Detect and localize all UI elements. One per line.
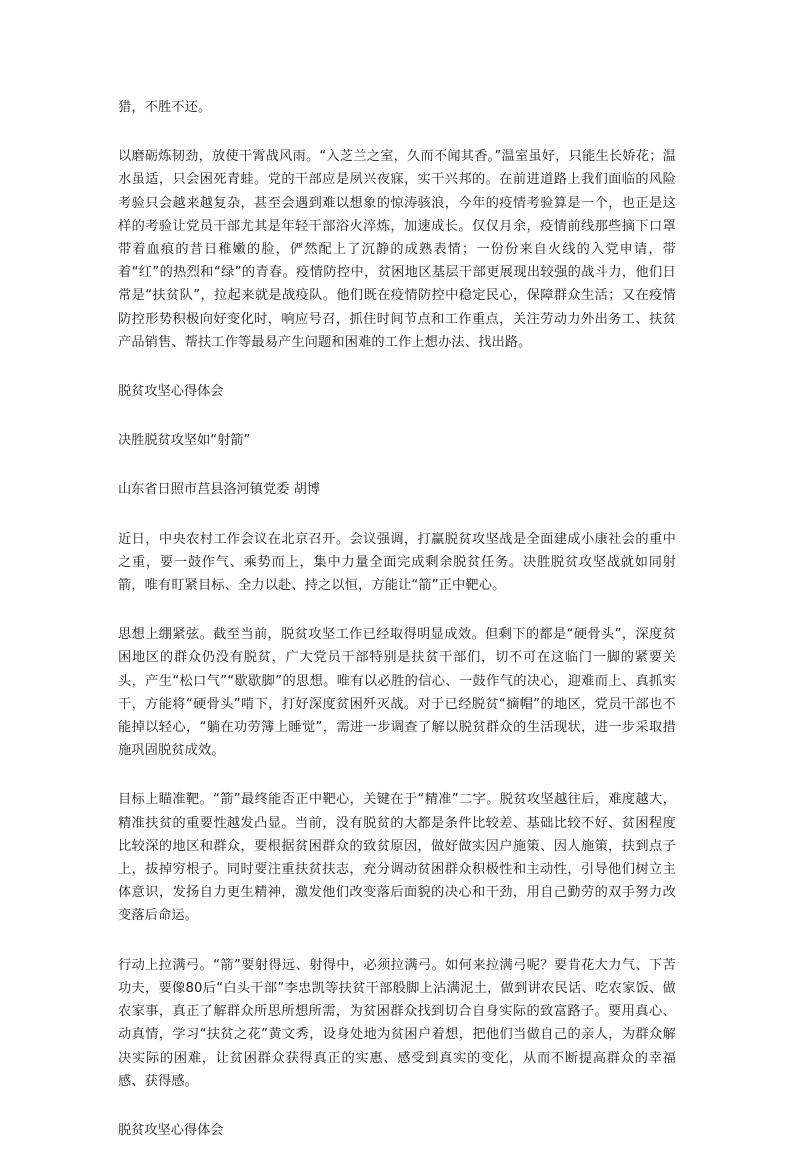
paragraph-target: 目标上瞄准靶。“箭”最终能否正中靶心，关键在于“精准”二字。脱贫攻坚越往后，难度越大，精准扶贫的重要性越发凸显。当前，没有脱贫的大都是条件比较差、基础比较不好、贫困程度比较深的地区和群众，要根据贫困群众的致贫原因，做好做实因户施策、因人施策，扶到点子上，拔掉穷根子。同时要注重扶贫扶志，充分调动贫困群众积极性和主动性，引导他们树立主体意识，发扬自力更生精神，激发他们改变落后面貌的决心和干劲，用自己勤劳的双手努力改变落后命运。 [118,792,676,924]
section-title: 脱贫攻坚心得体会 [118,384,224,400]
paragraph-action: 行动上拉满弓。“箭”要射得远、射得中，必须拉满弓。如何来拉满弓呢？要肯花大力气、下苦功夫，要像80后“白头干部”李忠凯等扶贫干部般脚上沾满泥土，做到讲农民话、吃农家饭、做农家事，真正了解群众所思所想所需，为贫困群众找到切合自身实际的致富路子。要用真心、动真情，学习“扶贫之花”黄文秀，设身处地为贫困户着想，把他们当做自己的亲人，为群众解决实际的困难，让贫困群众获得真正的实惠、感受到真实的变化，从而不断提高群众的幸福感、获得感。 [118,957,676,1089]
paragraph-intro: 近日，中央农村工作会议在北京召开。会议强调，打赢脱贫攻坚战是全面建成小康社会的重中之重，要一鼓作气、乘势而上，集中力量全面完成剩余脱贫任务。决胜脱贫攻坚战就如同射箭，唯有盯紧目标、全力以赴、持之以恒，方能让“箭”正中靶心。 [118,531,676,594]
paragraph-thought: 思想上绷紧弦。截至当前，脱贫攻坚工作已经取得明显成效。但剩下的都是“硬骨头”，深度贫困地区的群众仍没有脱贫，广大党员干部特别是扶贫干部们，切不可在这临门一脚的紧要关头，产生“松口气”“歇歇脚”的思想。唯有以必胜的信心、一鼓作气的决心，迎难而上、真抓实干，方能将“硬骨头”啃下，打好深度贫困歼灭战。对于已经脱贫“摘帽”的地区，党员干部也不能掉以轻心，“躺在功劳簿上睡觉”，需进一步调查了解以脱贫群众的生活现状，进一步采取措施巩固脱贫成效。 [118,627,676,759]
document-page [118,96,676,1168]
paragraph-1: 猎，不胜不还。 [118,100,212,115]
author-line: 山东省日照市莒县洛河镇党委 胡博 [118,482,321,498]
section-title-2: 脱贫攻坚心得体会 [118,1122,224,1138]
article-title: 决胜脱贫攻坚如“射箭” [118,433,251,449]
paragraph-2: 以磨砺炼韧劲，放使干霄战风雨。“入芝兰之室，久而不闻其香。”温室虽好，只能生长娇花；温水虽适，只会困死青蛙。党的干部应是夙兴夜寐，实干兴邦的。在前进道路上我们面临的风险考验只会越来越复杂，甚至会遇到难以想象的惊涛骇浪，今年的疫情考验算是一个，也正是这样的考验让党员干部尤其是年轻干部浴火淬炼，加速成长。仅仅月余，疫情前线那些摘下口罩带着血痕的昔日稚嫩的脸，俨然配上了沉静的成熟表情；一份份来自火线的入党申请，带着“红”的热烈和“绿”的青春。疫情防控中，贫困地区基层干部更展现出较强的战斗力，他们日常是“扶贫队”，拉起来就是战疫队。他们既在疫情防控中稳定民心，保障群众生活；又在疫情防控形势积极向好变化时，响应号召，抓住时间节点和工作重点，关注劳动力外出务工、扶贫产品销售、帮扶工作等最易产生问题和困难的工作上想办法、找出路。 [118,149,676,350]
